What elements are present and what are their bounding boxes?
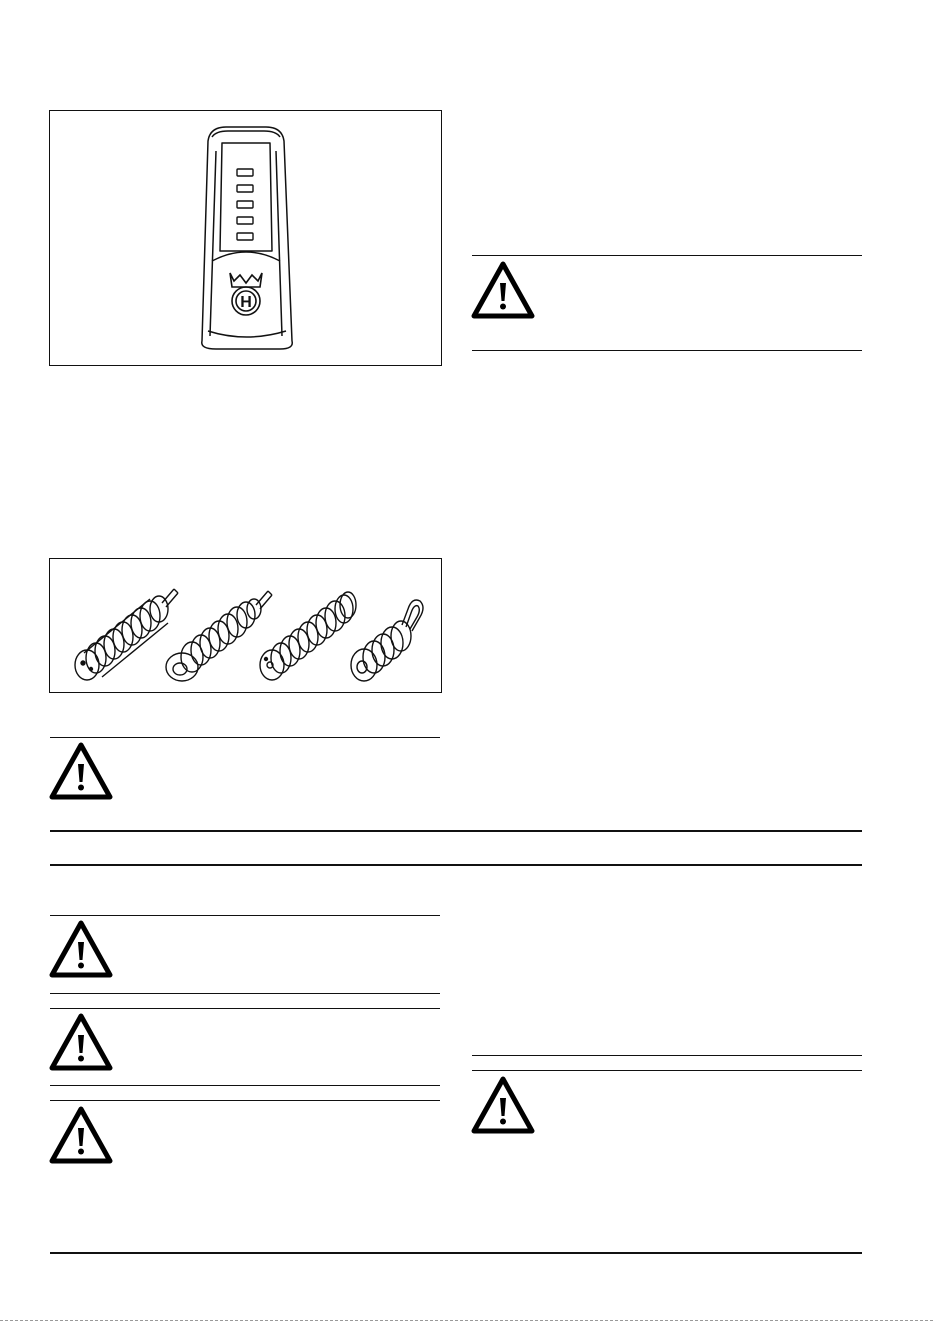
warning-triangle-icon [49,1013,113,1071]
damper-springs-illustration [50,559,440,691]
figure-damper-springs [49,558,442,693]
warning-rule-bottom [472,350,862,351]
page-bottom-edge [0,1320,933,1321]
section-rule-top [50,830,862,832]
warning-rule-bottom [50,1085,440,1086]
warning-triangle-icon [471,1076,535,1134]
battery-logo-letter: H [240,294,252,311]
warning-rule-top [50,1100,440,1101]
section-rule-bottom [50,864,862,866]
warning-rule-top [50,737,440,738]
warning-rule-bottom [50,993,440,994]
battery-indicator-illustration [50,111,440,364]
warning-triangle-icon [49,920,113,978]
warning-triangle-icon [49,1106,113,1164]
warning-rule-top [472,1070,862,1071]
page-footer-rule [50,1252,862,1254]
warning-rule-top [472,1055,862,1056]
warning-rule-top [50,915,440,916]
warning-rule-top [50,1008,440,1009]
warning-triangle-icon [471,261,535,319]
figure-battery-indicator [49,110,442,366]
warning-triangle-icon [49,742,113,800]
warning-rule-top [472,255,862,256]
